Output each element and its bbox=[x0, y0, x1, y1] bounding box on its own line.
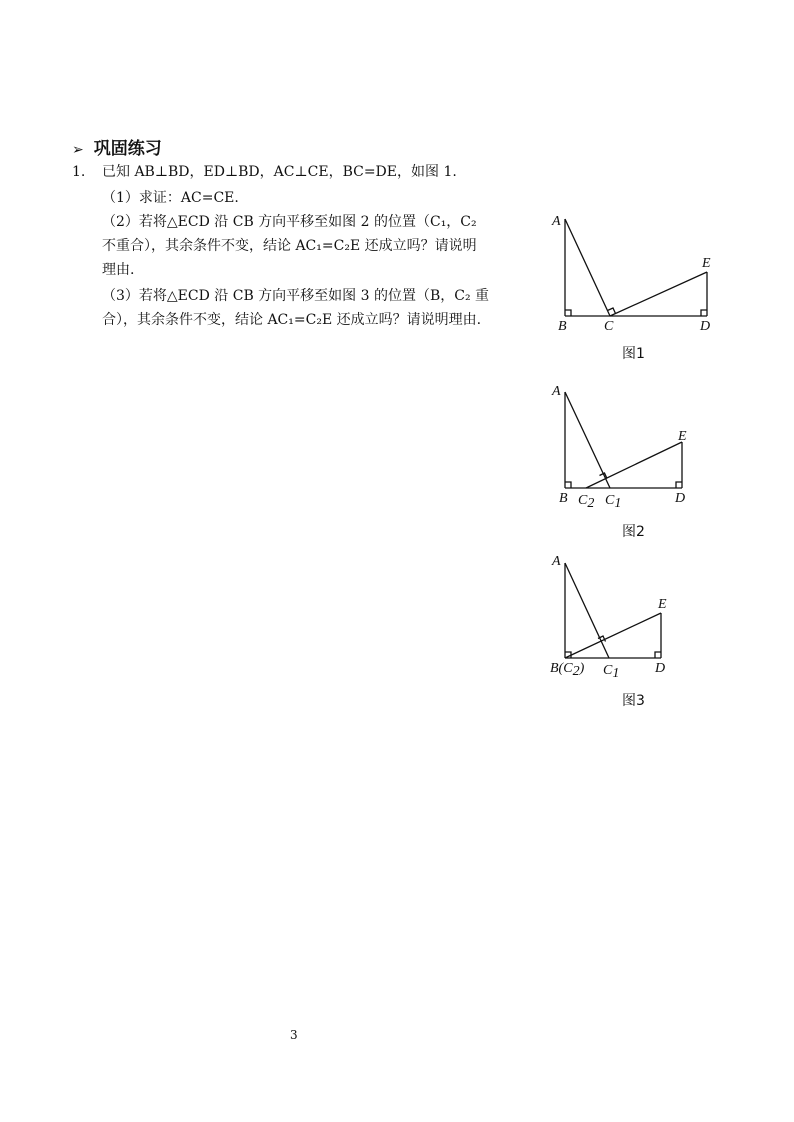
segment-c2e bbox=[565, 613, 661, 658]
problem-part-3-line-2: 合），其余条件不变，结论 AC₁=C₂E 还成立吗？请说明理由. bbox=[102, 312, 482, 328]
problem-part-2-line-3: 理由. bbox=[102, 262, 135, 278]
label-a: A bbox=[552, 384, 561, 399]
label-e: E bbox=[702, 256, 711, 271]
segment-ce bbox=[610, 272, 707, 316]
label-c1: C1 bbox=[605, 493, 622, 511]
label-d: D bbox=[675, 491, 686, 506]
label-b: B bbox=[559, 491, 568, 506]
right-angle-mark-b bbox=[565, 310, 571, 316]
problem-number: 1. bbox=[72, 164, 86, 180]
label-d: D bbox=[655, 661, 666, 676]
figure-1-caption: 图1 bbox=[622, 346, 645, 362]
problem-part-2-line-2: 不重合），其余条件不变，结论 AC₁=C₂E 还成立吗？请说明 bbox=[102, 238, 477, 254]
arrow-bullet-icon: ➢ bbox=[72, 142, 84, 158]
label-c1: C1 bbox=[603, 663, 620, 681]
segment-ac1 bbox=[565, 563, 609, 658]
section-heading bbox=[72, 134, 162, 159]
problem-stem: 已知 AB⊥BD，ED⊥BD，AC⊥CE，BC=DE，如图 1. bbox=[102, 164, 457, 180]
right-angle-mark-d bbox=[701, 310, 707, 316]
label-b-c2: B(C2) bbox=[550, 661, 585, 679]
right-angle-mark-d bbox=[655, 652, 661, 658]
problem-part-2-line-1: （2）若将△ECD 沿 CB 方向平移至如图 2 的位置（C₁，C₂ bbox=[102, 214, 477, 230]
right-angle-mark-d bbox=[676, 482, 682, 488]
figure-2-caption: 图2 bbox=[622, 524, 645, 540]
right-angle-mark-b bbox=[565, 482, 571, 488]
problem-part-3-line-1: （3）若将△ECD 沿 CB 方向平移至如图 3 的位置（B，C₂ 重 bbox=[102, 288, 490, 304]
label-e: E bbox=[658, 597, 667, 612]
label-a: A bbox=[552, 214, 561, 229]
figure-3-caption: 图3 bbox=[622, 693, 645, 709]
segment-ac bbox=[565, 219, 610, 316]
label-c2: C2 bbox=[578, 493, 595, 511]
segment-c2e bbox=[586, 442, 682, 488]
figure-2 bbox=[545, 378, 735, 540]
figure-1 bbox=[545, 205, 735, 362]
figure-1-diagram bbox=[545, 205, 735, 340]
label-b: B bbox=[558, 319, 567, 334]
label-c: C bbox=[604, 319, 614, 334]
section-title: 巩固练习 bbox=[93, 139, 162, 159]
label-e: E bbox=[678, 429, 687, 444]
page-number: 3 bbox=[290, 1028, 298, 1042]
figure-3-diagram bbox=[545, 550, 735, 685]
figure-2-diagram bbox=[545, 378, 735, 513]
label-d: D bbox=[700, 319, 711, 334]
figure-3 bbox=[545, 550, 735, 709]
problem-part-1: （1）求证：AC=CE. bbox=[102, 190, 239, 206]
label-a: A bbox=[552, 554, 561, 569]
